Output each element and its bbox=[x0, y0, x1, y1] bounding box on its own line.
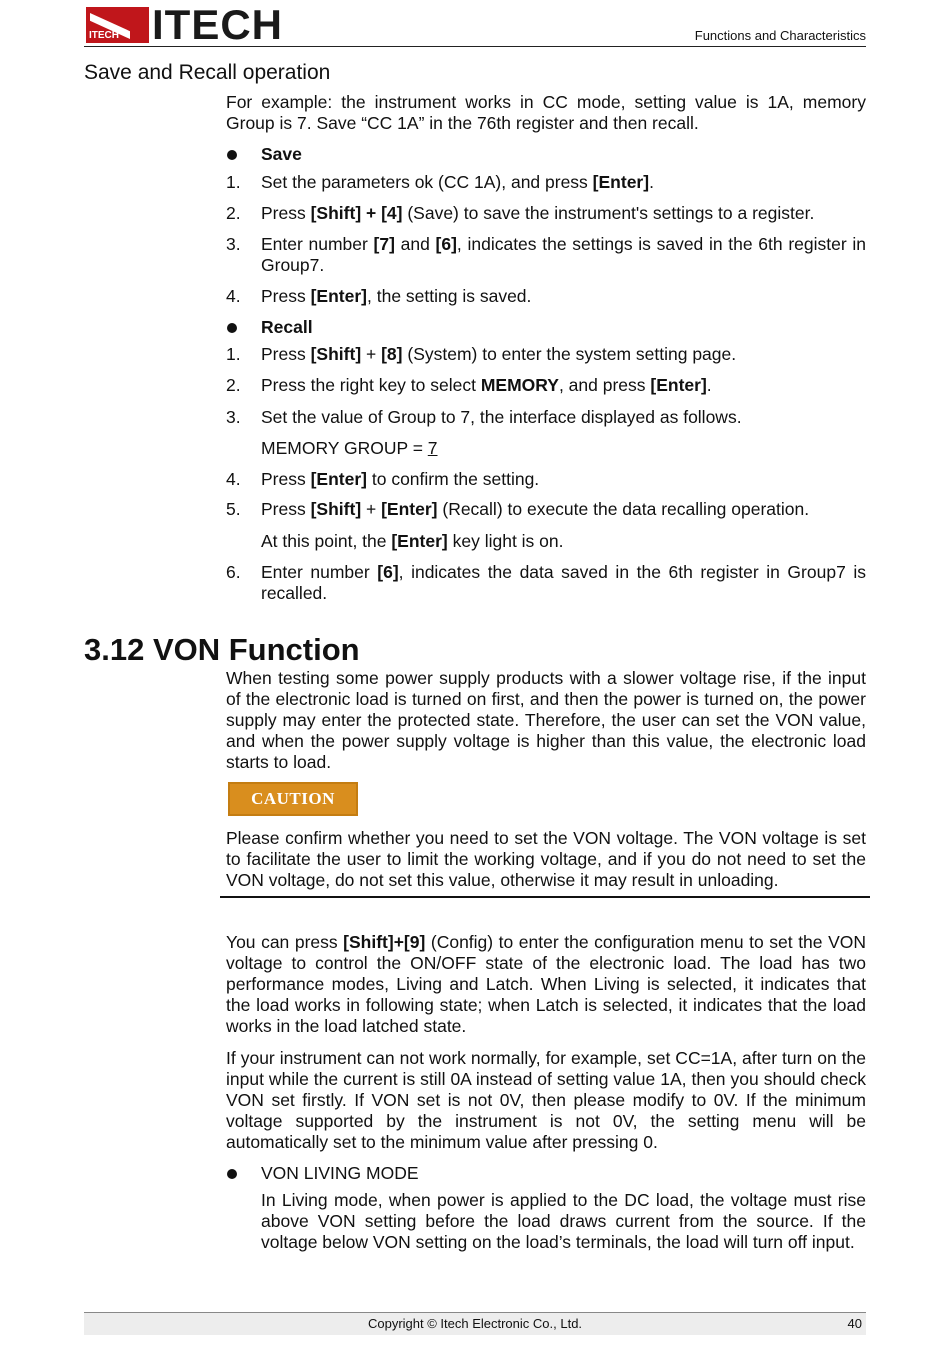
caution-divider bbox=[220, 896, 870, 898]
memory-group-display bbox=[226, 438, 866, 459]
recall-bullet bbox=[226, 317, 313, 338]
save-recall-intro: For example: the instrument works in CC mode, setting value is 1A, memory Group is 7. Save “CC 1A” in the 76th register and then recall. bbox=[226, 92, 866, 133]
step-number: 3. bbox=[226, 234, 241, 254]
step-number: 4. bbox=[226, 286, 241, 306]
save-step-2: 2. Press [Shift] + [4] (Save) to save the instrument's settings to a register. bbox=[226, 203, 815, 223]
save-bullet bbox=[226, 144, 302, 165]
page-number: 40 bbox=[847, 1316, 862, 1331]
recall-step-6: 6. Enter number [6], indicates the data saved in the 6th register in Group7 is recalled. bbox=[226, 562, 866, 603]
header-section-title: Functions and Characteristics bbox=[694, 28, 866, 43]
von-troubleshoot-paragraph: If your instrument can not work normally, for example, set CC=1A, after turn on the input while the current is still 0A instead of setting value 1A, then you should check VON set firstly. If VON set is not 0V, then please modify to 0V. If the minimum voltage supported by the instrument is not 0V, the setting menu will be automatically set to the minimum value after pressing 0. bbox=[226, 1048, 866, 1152]
bullet-dot bbox=[227, 1169, 237, 1179]
memory-group-label: MEMORY GROUP = bbox=[261, 438, 428, 458]
save-recall-heading: Save and Recall operation bbox=[84, 61, 331, 84]
step-number: 1. bbox=[226, 172, 241, 192]
logo-small-text: ITECH bbox=[89, 30, 119, 41]
recall-step-3: 3. Set the value of Group to 7, the interface displayed as follows. bbox=[226, 407, 742, 427]
step-number: 1. bbox=[226, 344, 241, 364]
recall-label: Recall bbox=[261, 317, 313, 337]
von-living-text: In Living mode, when power is applied to the DC load, the voltage must rise above VON setting before the load draws current from the source. If the voltage below VON setting on the load’s terminals, the load will turn off input. bbox=[261, 1190, 866, 1252]
save-step-3: 3. Enter number [7] and [6], indicates the settings is saved in the 6th register in Group7. bbox=[226, 234, 866, 275]
step-number: 2. bbox=[226, 203, 241, 223]
bullet-dot bbox=[227, 323, 237, 333]
save-label: Save bbox=[261, 144, 302, 164]
memory-group-value: 7 bbox=[427, 438, 438, 458]
von-intro-paragraph: When testing some power supply products with a slower voltage rise, if the input of the electronic load is turned on first, and then the power is turned on, the power supply may enter the protected state. Therefore, the user can set the VON value, and when the power supply voltage is higher than this value, the electronic load starts to load. bbox=[226, 668, 866, 772]
step-number: 2. bbox=[226, 375, 241, 395]
header-divider bbox=[84, 46, 866, 47]
itech-logo bbox=[86, 1, 283, 48]
save-step-4: 4. Press [Enter], the setting is saved. bbox=[226, 286, 532, 306]
von-living-bullet bbox=[226, 1163, 419, 1184]
step-number: 3. bbox=[226, 407, 241, 427]
recall-step-4: 4. Press [Enter] to confirm the setting. bbox=[226, 469, 540, 489]
save-step-1: 1. Set the parameters ok (CC 1A), and press [Enter]. bbox=[226, 172, 654, 192]
step-number: 5. bbox=[226, 499, 241, 519]
von-living-label: VON LIVING MODE bbox=[261, 1163, 419, 1183]
recall-step-2: 2. Press the right key to select MEMORY, and press [Enter]. bbox=[226, 375, 712, 395]
step-number: 6. bbox=[226, 562, 241, 582]
page-footer bbox=[84, 1312, 866, 1335]
footer-copyright: Copyright © Itech Electronic Co., Ltd. bbox=[367, 1316, 583, 1331]
enter-light-note: At this point, the [Enter] key light is on. bbox=[261, 531, 564, 551]
von-section-heading: 3.12 VON Function bbox=[84, 632, 360, 667]
logo-mark bbox=[86, 7, 149, 43]
recall-step-1: 1. Press [Shift] + [8] (System) to enter the system setting page. bbox=[226, 344, 737, 364]
caution-badge: CAUTION bbox=[228, 782, 358, 816]
bullet-dot bbox=[227, 150, 237, 160]
recall-step-5: 5. Press [Shift] + [Enter] (Recall) to execute the data recalling operation. bbox=[226, 499, 810, 519]
caution-text: Please confirm whether you need to set the VON voltage. The VON voltage is set to facilitate the user to limit the working voltage, and if you do not need to set the VON voltage, do not set this value, otherwise it may result in unloading. bbox=[226, 828, 866, 890]
von-config-paragraph: You can press [Shift]+[9] (Config) to enter the configuration menu to set the VON voltage to control the ON/OFF state of the electronic load. The load has two performance modes, Living and Latch. When Living is selected, it indicates that the load works in following state; when Latch is selected, it indicates that the load works in the load latched state. bbox=[226, 932, 866, 1036]
step-number: 4. bbox=[226, 469, 241, 489]
logo-wordmark: ITECH bbox=[152, 1, 283, 48]
